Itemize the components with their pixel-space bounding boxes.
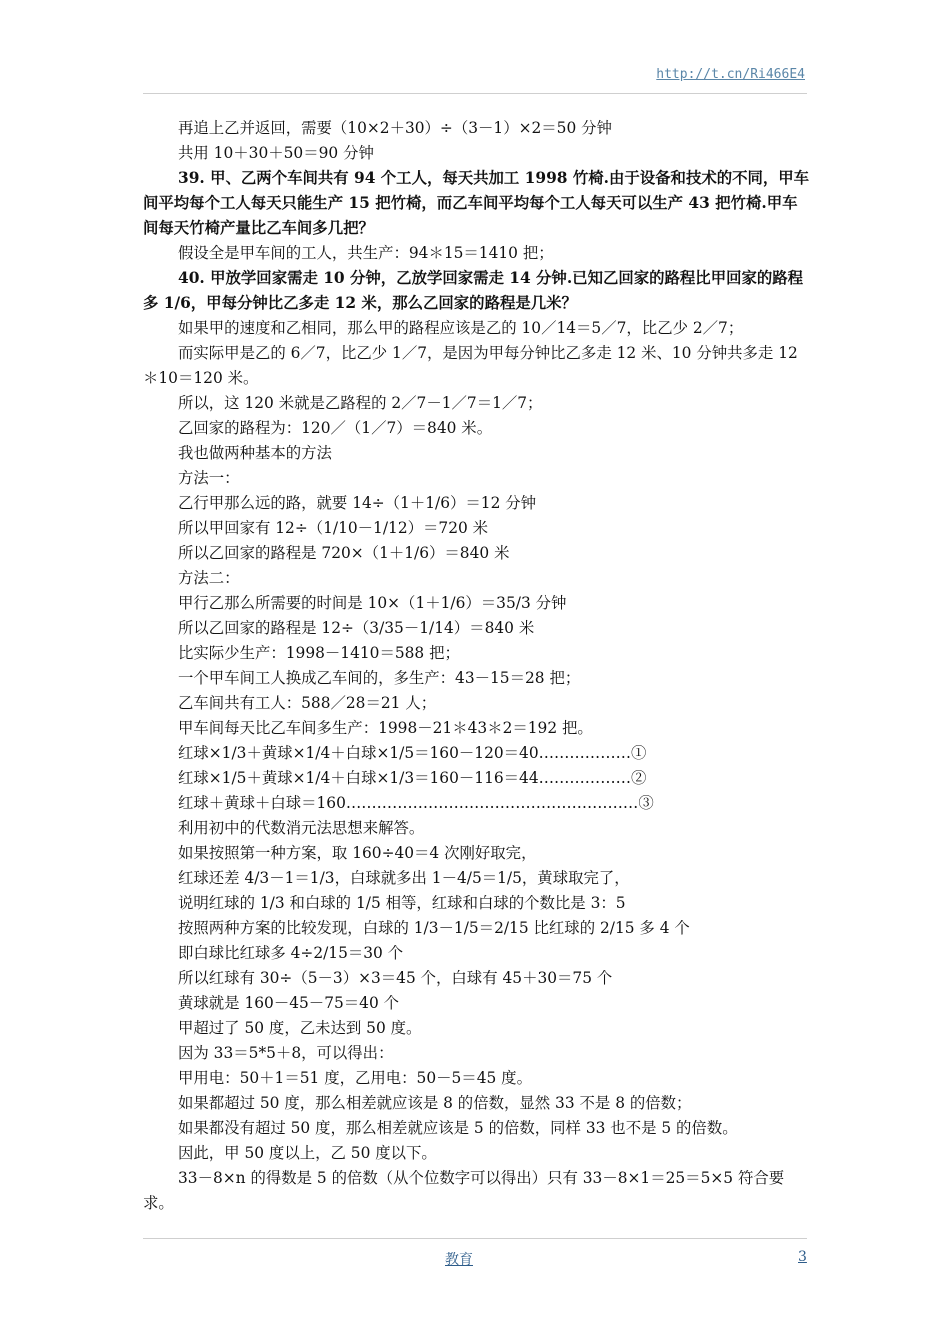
paragraph-line: 所以红球有 30÷（5－3）×3＝45 个，白球有 45＋30＝75 个 bbox=[178, 969, 613, 987]
paragraph-line: 甲车间每天比乙车间多生产：1998－21＊43＊2＝192 把。 bbox=[178, 719, 593, 737]
paragraph-line: 而实际甲是乙的 6／7，比乙少 1／7，是因为甲每分钟比乙多走 12 米、10 分钟共多走 12＊10＝120 米。 bbox=[143, 344, 798, 387]
paragraph-line: 黄球就是 160－45－75＝40 个 bbox=[178, 994, 400, 1012]
header-divider bbox=[143, 93, 807, 94]
paragraph-line: 说明红球的 1/3 和白球的 1/5 相等，红球和白球的个数比是 3：5 bbox=[178, 894, 626, 912]
equation-line-2: 红球×1/5＋黄球×1/4＋白球×1/3＝160－116＝44………………② bbox=[178, 769, 647, 787]
paragraph-line: 比实际少生产：1998－1410＝588 把； bbox=[178, 644, 460, 662]
question-40: 40. 甲放学回家需走 10 分钟，乙放学回家需走 14 分钟.已知乙回家的路程比甲回家的路程多 1/6，甲每分钟比乙多走 12 米，那么乙回家的路程是几米？ bbox=[143, 269, 804, 312]
paragraph-line: 因为 33＝5*5＋8，可以得出： bbox=[178, 1044, 394, 1062]
paragraph-line: 所以乙回家的路程是 720×（1＋1/6）＝840 米 bbox=[178, 544, 510, 562]
paragraph-line: 甲用电：50＋1＝51 度，乙用电：50－5＝45 度。 bbox=[178, 1069, 532, 1087]
paragraph-line: 一个甲车间工人换成乙车间的，多生产：43－15＝28 把； bbox=[178, 669, 581, 687]
paragraph-line: 如果按照第一种方案，取 160÷40＝4 次刚好取完， bbox=[178, 844, 537, 862]
paragraph-line: 如果都超过 50 度，那么相差就应该是 8 的倍数，显然 33 不是 8 的倍数； bbox=[178, 1094, 692, 1112]
paragraph-line: 共用 10＋30＋50＝90 分钟 bbox=[178, 144, 374, 162]
paragraph-line: 因此，甲 50 度以上，乙 50 度以下。 bbox=[178, 1144, 437, 1162]
paragraph-line: 所以，这 120 米就是乙路程的 2／7－1／7＝1／7； bbox=[178, 394, 543, 412]
paragraph-line: 红球还差 4/3－1＝1/3，白球就多出 1－4/5＝1/5，黄球取完了， bbox=[178, 869, 630, 887]
paragraph-line: 利用初中的代数消元法思想来解答。 bbox=[178, 819, 425, 837]
footer-link[interactable]: 教育 bbox=[445, 1252, 473, 1268]
paragraph-line: 33－8×n 的得数是 5 的倍数（从个位数字可以得出）只有 33－8×1＝25＝5×5 符合要求。 bbox=[143, 1169, 785, 1212]
paragraph-line: 乙车间共有工人：588／28＝21 人； bbox=[178, 694, 437, 712]
paragraph-line: 我也做两种基本的方法 bbox=[178, 444, 332, 462]
paragraph-line: 所以甲回家有 12÷（1/10－1/12）＝720 米 bbox=[178, 519, 489, 537]
header-link[interactable]: http://t.cn/Ri466E4 bbox=[656, 67, 805, 82]
question-39: 39. 甲、乙两个车间共有 94 个工人，每天共加工 1998 竹椅.由于设备和技术的不同，甲车间平均每个工人每天只能生产 15 把竹椅，而乙车间平均每个工人每天可以生产 43 把竹椅.甲车间每天竹椅产量比乙车间多几把？ bbox=[143, 169, 810, 237]
equation-line-1: 红球×1/3＋黄球×1/4＋白球×1/5＝160－120＝40………………① bbox=[178, 744, 647, 762]
paragraph-line: 按照两种方案的比较发现，白球的 1/3－1/5＝2/15 比红球的 2/15 多 4 个 bbox=[178, 919, 690, 937]
equation-line-3: 红球＋黄球＋白球＝160…………………………………………………③ bbox=[178, 794, 654, 812]
paragraph-line: 再追上乙并返回，需要（10×2＋30）÷（3－1）×2＝50 分钟 bbox=[178, 119, 612, 137]
paragraph-line: 方法一： bbox=[178, 469, 240, 487]
paragraph-line: 如果都没有超过 50 度，那么相差就应该是 5 的倍数，同样 33 也不是 5 的倍数。 bbox=[178, 1119, 738, 1137]
page-number[interactable]: 3 bbox=[798, 1249, 807, 1265]
paragraph-line: 乙回家的路程为：120／（1／7）＝840 米。 bbox=[178, 419, 493, 437]
paragraph-line: 即白球比红球多 4÷2/15＝30 个 bbox=[178, 944, 404, 962]
body-text bbox=[143, 116, 811, 1216]
paragraph-line: 所以乙回家的路程是 12÷（3/35－1/14）＝840 米 bbox=[178, 619, 535, 637]
footer-divider bbox=[143, 1238, 807, 1239]
paragraph-line: 如果甲的速度和乙相同，那么甲的路程应该是乙的 10／14＝5／7，比乙少 2／7； bbox=[178, 319, 744, 337]
paragraph-line: 方法二： bbox=[178, 569, 240, 587]
paragraph-line: 甲行乙那么所需要的时间是 10×（1＋1/6）＝35/3 分钟 bbox=[178, 594, 567, 612]
paragraph-line: 乙行甲那么远的路，就要 14÷（1＋1/6）＝12 分钟 bbox=[178, 494, 537, 512]
paragraph-line: 甲超过了 50 度，乙未达到 50 度。 bbox=[178, 1019, 422, 1037]
paragraph-line: 假设全是甲车间的工人，共生产：94＊15＝1410 把； bbox=[178, 244, 554, 262]
